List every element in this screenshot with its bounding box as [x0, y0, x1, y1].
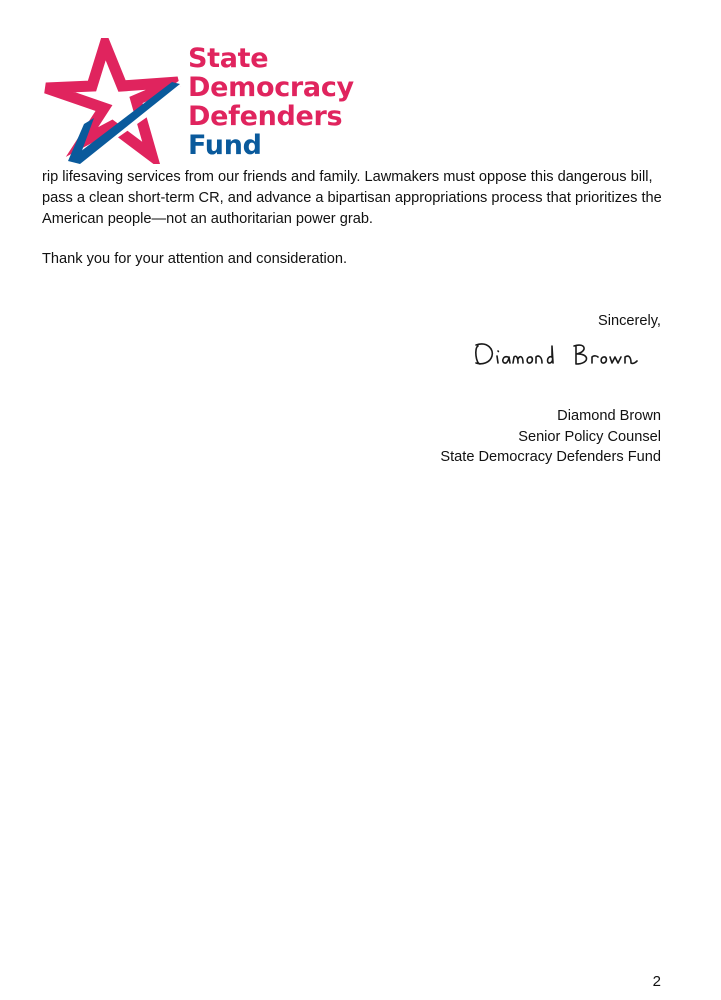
organization-logo [40, 38, 370, 166]
page-number: 2 [652, 973, 661, 990]
letter-paragraph: Thank you for your attention and consideration. [42, 251, 348, 267]
signer-organization: State Democracy Defenders Fund [440, 449, 661, 465]
logo-line-defenders: Defenders [188, 101, 343, 132]
signature-block [440, 406, 661, 468]
logo-line-democracy: Democracy [188, 72, 354, 103]
star-logo-icon [40, 38, 182, 164]
logo-line-state: State [188, 43, 269, 74]
letter-paragraph: rip lifesaving services from our friends and family. Lawmakers must oppose this dangerous bill, pass a clean short-term CR, and advance a bipartisan appropriations process that prioritizes the American people—not an authoritarian power grab. [42, 169, 662, 227]
logo-line-fund: Fund [188, 130, 262, 161]
signer-name: Diamond Brown [557, 408, 661, 424]
logo-wordmark [188, 44, 354, 160]
signer-title: Senior Policy Counsel [518, 428, 661, 445]
handwritten-signature [470, 336, 660, 372]
letter-body [42, 167, 667, 270]
letter-closing: Sincerely, [598, 313, 661, 329]
